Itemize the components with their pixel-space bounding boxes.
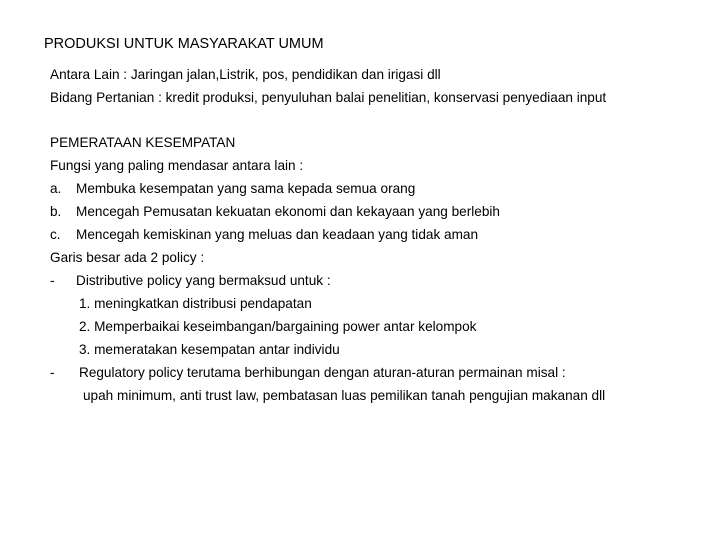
- list-item-text: Mencegah Pemusatan kekuatan ekonomi dan kekayaan yang berlebih: [76, 204, 500, 219]
- policy-continuation: upah minimum, anti trust law, pembatasan luas pemilikan tanah pengujian makanan dll: [83, 388, 606, 403]
- bullet-dash: -: [50, 365, 55, 380]
- sub-item-2: 2. Memperbaikai keseimbangan/bargaining power antar kelompok: [79, 319, 477, 334]
- policy-regulatory: [50, 366, 566, 380]
- slide-title: PRODUKSI UNTUK MASYARAKAT UMUM: [44, 36, 324, 52]
- section-lead: Fungsi yang paling mendasar antara lain :: [50, 158, 304, 173]
- sub-item-1: 1. meningkatkan distribusi pendapatan: [79, 296, 312, 311]
- list-item-a: [50, 182, 415, 196]
- section-heading: PEMERATAAN KESEMPATAN: [50, 135, 236, 150]
- bullet-dash: -: [50, 273, 55, 288]
- sub-item-3: 3. memeratakan kesempatan antar individu: [79, 342, 340, 357]
- list-marker: b.: [50, 204, 62, 219]
- policy-text: Regulatory policy terutama berhibungan dengan aturan-aturan permainan misal :: [79, 365, 566, 380]
- list-marker: c.: [50, 227, 61, 242]
- policy-lead: Garis besar ada 2 policy :: [50, 250, 205, 265]
- list-item-text: Membuka kesempatan yang sama kepada semua orang: [76, 181, 416, 196]
- policy-text: Distributive policy yang bermaksud untuk :: [76, 273, 331, 288]
- list-marker: a.: [50, 181, 62, 196]
- list-item-c: [50, 228, 478, 242]
- list-item-b: [50, 205, 500, 219]
- policy-distributive: [50, 274, 331, 288]
- intro-line-2: Bidang Pertanian : kredit produksi, penyuluhan balai penelitian, konservasi penyediaan input: [50, 90, 607, 105]
- list-item-text: Mencegah kemiskinan yang meluas dan keadaan yang tidak aman: [76, 227, 479, 242]
- intro-line-1: Antara Lain : Jaringan jalan,Listrik, pos, pendidikan dan irigasi dll: [50, 67, 441, 82]
